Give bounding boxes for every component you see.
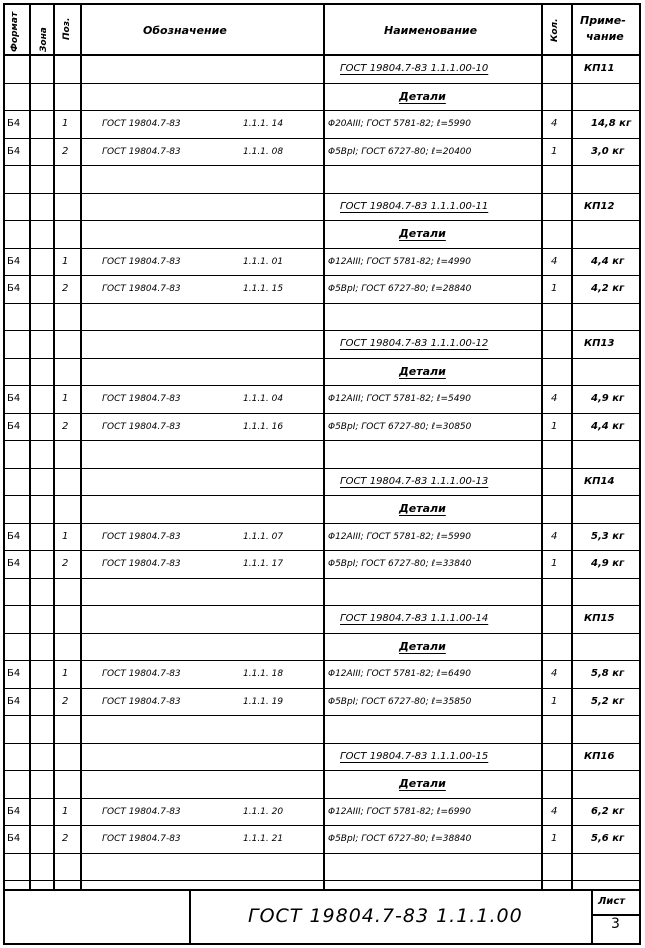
item-doc: ГОСТ 19804.7-83	[102, 559, 181, 569]
item-code: 1.1.1. 04	[243, 394, 284, 404]
row-line	[3, 248, 641, 249]
item-code: 1.1.1. 16	[243, 421, 284, 432]
frame-left	[3, 3, 5, 945]
item-note: 5,8 кг	[591, 668, 625, 679]
header-designation: Обозначение	[143, 24, 227, 37]
item-qty: 1	[551, 283, 558, 294]
item-format: Б4	[7, 530, 21, 542]
row-line	[3, 193, 641, 194]
row-line	[3, 523, 641, 524]
group-note: КП12	[584, 200, 615, 212]
frame-bottom	[3, 943, 641, 945]
row-line	[3, 303, 641, 304]
row-line	[3, 715, 641, 716]
group-note: КП14	[584, 475, 615, 487]
row-line	[3, 330, 641, 331]
item-doc: ГОСТ 19804.7-83	[102, 669, 181, 679]
item-pos: 2	[62, 558, 69, 569]
row-line	[3, 385, 641, 386]
item-note: 4,9 кг	[591, 393, 625, 404]
item-format: Б4	[7, 145, 21, 157]
item-doc: ГОСТ 19804.7-83	[102, 806, 181, 817]
header-note-line1: Приме-	[580, 14, 626, 27]
item-name: Φ5ВрI; ГОСТ 6727-80; ℓ=33840	[328, 559, 472, 569]
footer-sheet-label: Лист	[598, 896, 626, 907]
item-note: 3,0 кг	[591, 145, 625, 157]
row-line	[3, 110, 641, 111]
item-qty: 1	[551, 145, 558, 157]
row-line	[3, 83, 641, 84]
item-format: Б4	[7, 118, 21, 129]
title-block-top	[3, 889, 641, 891]
item-qty: 4	[551, 255, 558, 267]
item-pos: 1	[62, 393, 69, 404]
item-qty: 1	[551, 558, 558, 569]
section-title: Детали	[399, 227, 446, 240]
group-note: КП15	[584, 613, 615, 624]
footer-sheet-number: 3	[611, 916, 620, 932]
header-note-line2: чание	[586, 30, 624, 43]
header-qty: Кол.	[550, 18, 560, 42]
item-note: 6,2 кг	[591, 805, 625, 817]
row-line	[3, 688, 641, 689]
group-title: ГОСТ 19804.7-83 1.1.1.00-11	[340, 200, 489, 212]
section-title: Детали	[399, 777, 446, 790]
group-note: КП11	[584, 63, 615, 74]
item-qty: 4	[551, 668, 558, 679]
row-line	[3, 770, 641, 771]
item-doc: ГОСТ 19804.7-83	[102, 119, 181, 129]
item-name: Φ12АIII; ГОСТ 5781-82; ℓ=4990	[328, 256, 471, 267]
item-pos: 2	[62, 145, 69, 157]
item-name: Φ12АIII; ГОСТ 5781-82; ℓ=5490	[328, 394, 471, 404]
item-name: Φ12АIII; ГОСТ 5781-82; ℓ=6490	[328, 669, 471, 679]
section-title: Детали	[399, 502, 446, 515]
item-code: 1.1.1. 14	[243, 119, 284, 129]
footer-designation: ГОСТ 19804.7-83 1.1.1.00	[248, 905, 523, 927]
header-bottom	[3, 54, 641, 56]
group-title: ГОСТ 19804.7-83 1.1.1.00-10	[340, 63, 489, 74]
item-pos: 2	[62, 420, 69, 432]
item-name: Φ5ВрI; ГОСТ 6727-80; ℓ=28840	[328, 284, 472, 294]
row-line	[3, 468, 641, 469]
item-code: 1.1.1. 17	[243, 559, 284, 569]
group-note: КП16	[584, 750, 615, 762]
sheet-box-divider	[591, 914, 641, 916]
item-format: Б4	[7, 668, 21, 679]
group-title: ГОСТ 19804.7-83 1.1.1.00-14	[340, 613, 489, 624]
item-format: Б4	[7, 255, 21, 267]
column-line	[53, 3, 55, 889]
item-doc: ГОСТ 19804.7-83	[102, 146, 181, 157]
group-title: ГОСТ 19804.7-83 1.1.1.00-15	[340, 750, 489, 762]
item-qty: 4	[551, 805, 558, 817]
column-line	[541, 3, 543, 889]
item-doc: ГОСТ 19804.7-83	[102, 834, 181, 844]
item-qty: 4	[551, 393, 558, 404]
row-line	[3, 743, 641, 744]
title-block-divider	[189, 889, 191, 945]
row-line	[3, 660, 641, 661]
item-note: 5,6 кг	[591, 833, 625, 844]
item-code: 1.1.1. 18	[243, 669, 284, 679]
header-name: Наименование	[384, 24, 478, 37]
group-note: КП13	[584, 338, 615, 349]
item-format: Б4	[7, 393, 21, 404]
row-line	[3, 880, 641, 881]
item-note: 5,3 кг	[591, 530, 625, 542]
column-line	[571, 3, 573, 889]
item-pos: 2	[62, 833, 69, 844]
row-line	[3, 798, 641, 799]
item-name: Φ5ВрI; ГОСТ 6727-80; ℓ=38840	[328, 834, 472, 844]
row-line	[3, 495, 641, 496]
item-doc: ГОСТ 19804.7-83	[102, 531, 181, 542]
item-name: Φ20АIII; ГОСТ 5781-82; ℓ=5990	[328, 119, 471, 129]
item-name: Φ5ВрI; ГОСТ 6727-80; ℓ=20400	[328, 146, 472, 157]
row-line	[3, 853, 641, 854]
row-line	[3, 550, 641, 551]
item-code: 1.1.1. 07	[243, 531, 284, 542]
group-title: ГОСТ 19804.7-83 1.1.1.00-12	[340, 338, 489, 349]
header-zone: Зона	[39, 27, 49, 52]
sheet-box-left	[591, 889, 593, 945]
item-note: 4,4 кг	[591, 420, 625, 432]
column-line	[323, 3, 325, 889]
row-line	[3, 220, 641, 221]
item-name: Φ5ВрI; ГОСТ 6727-80; ℓ=35850	[328, 696, 472, 707]
item-doc: ГОСТ 19804.7-83	[102, 256, 181, 267]
frame-right	[639, 3, 641, 945]
item-qty: 4	[551, 530, 558, 542]
item-format: Б4	[7, 695, 21, 707]
item-code: 1.1.1. 21	[243, 834, 284, 844]
item-pos: 1	[62, 805, 69, 817]
row-line	[3, 413, 641, 414]
item-doc: ГОСТ 19804.7-83	[102, 696, 181, 707]
section-title: Детали	[399, 639, 446, 653]
item-format: Б4	[7, 558, 21, 569]
row-line	[3, 633, 641, 634]
item-doc: ГОСТ 19804.7-83	[102, 421, 181, 432]
row-line	[3, 825, 641, 826]
item-pos: 2	[62, 283, 69, 294]
item-note: 4,2 кг	[591, 283, 625, 294]
item-format: Б4	[7, 420, 21, 432]
item-qty: 1	[551, 833, 558, 844]
item-pos: 1	[62, 530, 69, 542]
row-line	[3, 358, 641, 359]
section-title: Детали	[399, 364, 446, 378]
item-pos: 1	[62, 118, 69, 129]
item-pos: 2	[62, 695, 69, 707]
item-format: Б4	[7, 833, 21, 844]
row-line	[3, 275, 641, 276]
item-pos: 1	[62, 668, 69, 679]
item-name: Φ12АIII; ГОСТ 5781-82; ℓ=6990	[328, 806, 471, 817]
item-code: 1.1.1. 15	[243, 284, 284, 294]
row-line	[3, 440, 641, 441]
row-line	[3, 165, 641, 166]
column-line	[29, 3, 31, 889]
item-note: 14,8 кг	[591, 118, 632, 129]
item-code: 1.1.1. 01	[243, 256, 284, 267]
item-name: Φ12АIII; ГОСТ 5781-82; ℓ=5990	[328, 531, 471, 542]
item-doc: ГОСТ 19804.7-83	[102, 394, 181, 404]
item-note: 5,2 кг	[591, 695, 625, 707]
item-note: 4,9 кг	[591, 558, 625, 569]
item-code: 1.1.1. 20	[243, 806, 284, 817]
frame-top	[3, 3, 641, 5]
section-title: Детали	[399, 89, 446, 103]
item-pos: 1	[62, 255, 69, 267]
header-pos: Поз.	[62, 17, 72, 40]
item-format: Б4	[7, 805, 21, 817]
header-format: Формат	[10, 11, 20, 52]
row-line	[3, 578, 641, 579]
item-code: 1.1.1. 08	[243, 146, 284, 157]
item-name: Φ5ВрI; ГОСТ 6727-80; ℓ=30850	[328, 421, 472, 432]
item-code: 1.1.1. 19	[243, 696, 284, 707]
item-note: 4,4 кг	[591, 255, 625, 267]
row-line	[3, 138, 641, 139]
row-line	[3, 605, 641, 606]
item-qty: 1	[551, 420, 558, 432]
item-qty: 4	[551, 118, 558, 129]
group-title: ГОСТ 19804.7-83 1.1.1.00-13	[340, 475, 489, 487]
item-qty: 1	[551, 695, 558, 707]
item-doc: ГОСТ 19804.7-83	[102, 284, 181, 294]
column-line	[80, 3, 82, 889]
item-format: Б4	[7, 283, 21, 294]
